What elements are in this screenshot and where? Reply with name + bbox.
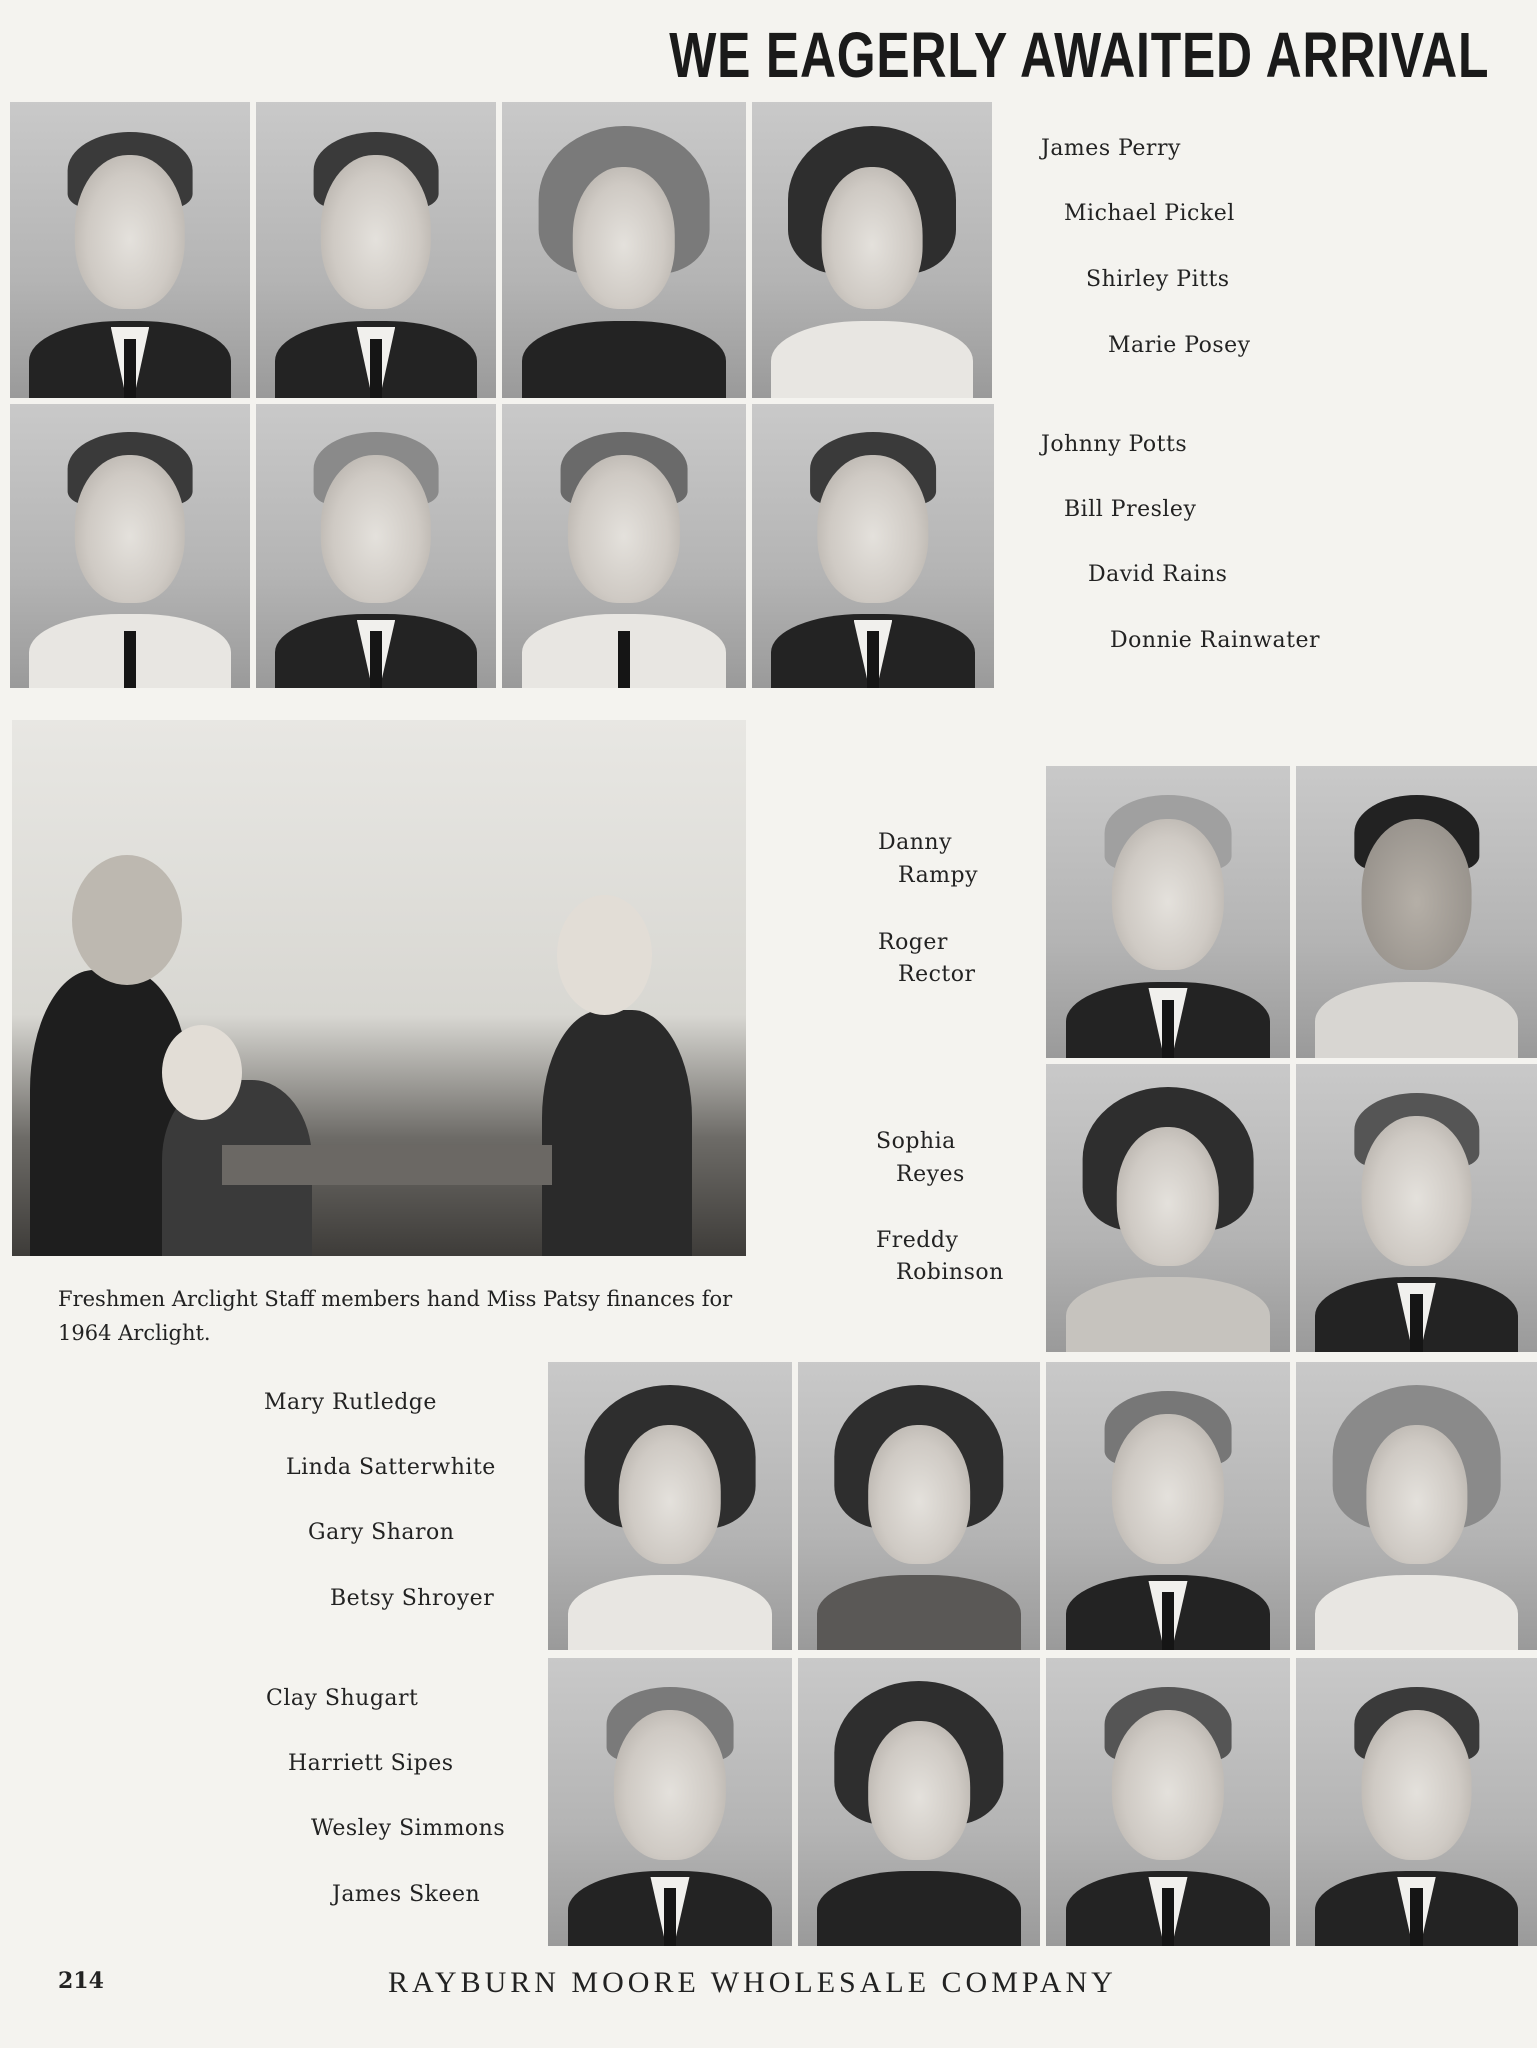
page-headline: WE EAGERLY AWAITED ARRIVAL bbox=[669, 19, 1489, 91]
name-james-perry: James Perry bbox=[1041, 136, 1181, 161]
portrait-david-rains bbox=[502, 404, 746, 688]
portrait-danny-rampy bbox=[1046, 766, 1290, 1058]
group-photo-arclight-staff bbox=[12, 720, 746, 1256]
portrait-james-skeen bbox=[1296, 1658, 1537, 1946]
name-donnie-rainwater: Donnie Rainwater bbox=[1110, 628, 1320, 653]
name-danny: Danny bbox=[878, 830, 953, 855]
portrait-gary-sharon bbox=[1046, 1362, 1290, 1650]
portrait-johnny-potts bbox=[10, 404, 250, 688]
name-rampy: Rampy bbox=[898, 863, 979, 888]
name-roger: Roger bbox=[878, 930, 948, 955]
name-reyes: Reyes bbox=[896, 1162, 965, 1187]
name-wesley-simmons: Wesley Simmons bbox=[311, 1816, 506, 1841]
portrait-marie-posey bbox=[752, 102, 992, 398]
name-michael-pickel: Michael Pickel bbox=[1064, 201, 1235, 226]
portrait-sophia-reyes bbox=[1046, 1064, 1290, 1352]
portrait-betsy-shroyer bbox=[1296, 1362, 1537, 1650]
name-clay-shugart: Clay Shugart bbox=[266, 1686, 419, 1711]
page-number: 214 bbox=[58, 1968, 104, 1994]
name-james-skeen: James Skeen bbox=[332, 1882, 481, 1907]
name-gary-sharon: Gary Sharon bbox=[308, 1520, 455, 1545]
portrait-michael-pickel bbox=[256, 102, 496, 398]
portrait-donnie-rainwater bbox=[752, 404, 994, 688]
name-sophia: Sophia bbox=[876, 1129, 956, 1154]
name-rector: Rector bbox=[898, 962, 976, 987]
portrait-harriett-sipes bbox=[798, 1658, 1040, 1946]
name-freddy: Freddy bbox=[876, 1228, 959, 1253]
portrait-roger-rector bbox=[1296, 766, 1537, 1058]
portrait-mary-rutledge bbox=[548, 1362, 792, 1650]
name-mary-rutledge: Mary Rutledge bbox=[264, 1390, 437, 1415]
portrait-wesley-simmons bbox=[1046, 1658, 1290, 1946]
portrait-linda-satterwhite bbox=[798, 1362, 1040, 1650]
name-shirley-pitts: Shirley Pitts bbox=[1086, 267, 1230, 292]
name-linda-satterwhite: Linda Satterwhite bbox=[286, 1455, 496, 1480]
portrait-freddy-robinson bbox=[1296, 1064, 1537, 1352]
name-johnny-potts: Johnny Potts bbox=[1041, 432, 1188, 457]
name-betsy-shroyer: Betsy Shroyer bbox=[330, 1586, 495, 1611]
name-harriett-sipes: Harriett Sipes bbox=[288, 1751, 454, 1776]
portrait-bill-presley bbox=[256, 404, 496, 688]
portrait-shirley-pitts bbox=[502, 102, 746, 398]
portrait-james-perry bbox=[10, 102, 250, 398]
name-robinson: Robinson bbox=[896, 1260, 1004, 1285]
portrait-clay-shugart bbox=[548, 1658, 792, 1946]
name-bill-presley: Bill Presley bbox=[1064, 497, 1197, 522]
footer-sponsor: RAYBURN MOORE WHOLESALE COMPANY bbox=[388, 1966, 1117, 1999]
name-marie-posey: Marie Posey bbox=[1108, 333, 1251, 358]
name-david-rains: David Rains bbox=[1088, 562, 1228, 587]
group-photo-caption: Freshmen Arclight Staff members hand Miss Patsy finances for 1964 Arclight. bbox=[58, 1287, 733, 1345]
